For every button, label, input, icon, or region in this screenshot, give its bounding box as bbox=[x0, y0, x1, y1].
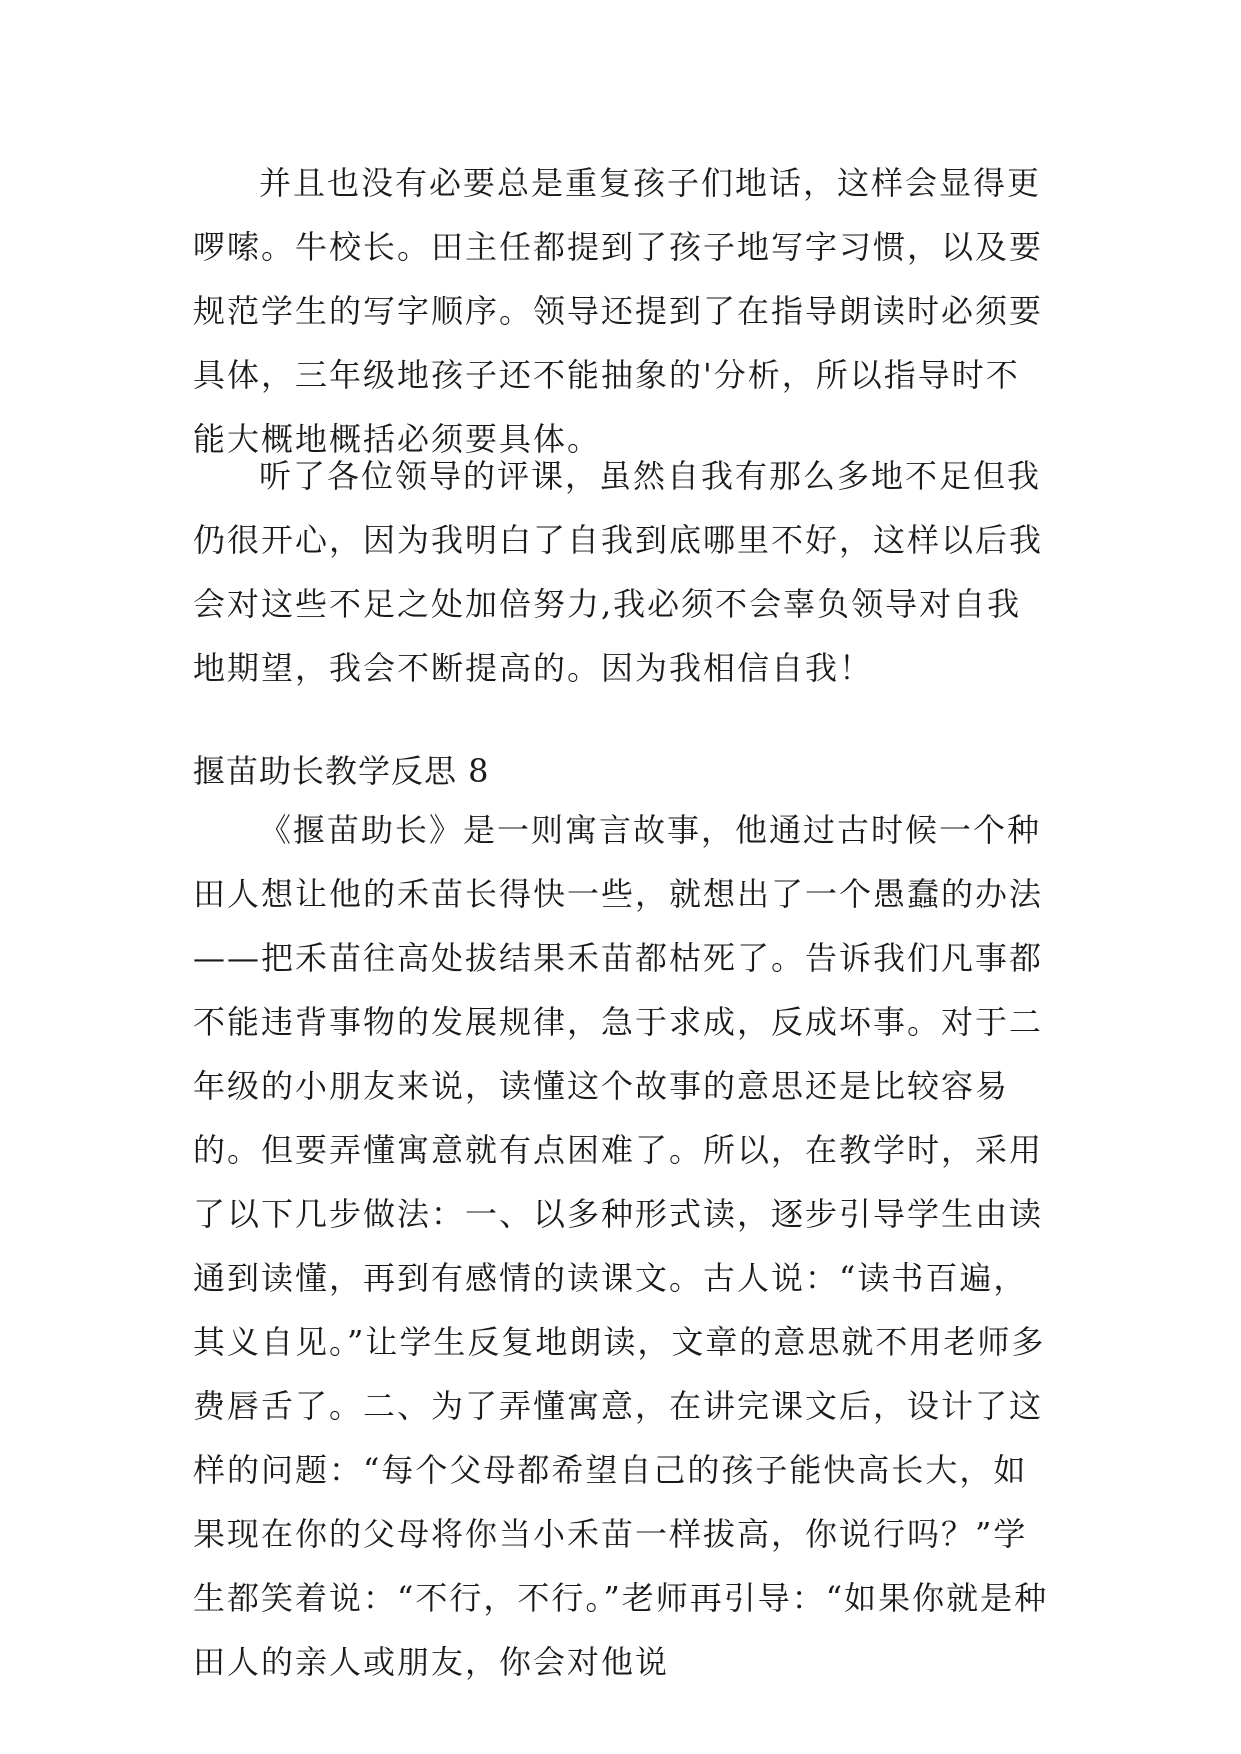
section-title: 揠苗助长教学反思 8 bbox=[193, 752, 490, 790]
paragraph: 《揠苗助长》是一则寓言故事，他通过古时候一个种田人想让他的禾苗长得快一些，就想出了一个愚蠢的办法——把禾苗往高处拔结果禾苗都枯死了。告诉我们凡事都不能违背事物的发展规律，急于求成，反成坏事。对于二年级的小朋友来说，读懂这个故事的意思还是比较容易的。但要弄懂寓意就有点困难了。所以，在教学时，采用了以下几步做法：一、以多种形式读，逐步引导学生由读通到读懂，再到有感情的读课文。古人说：“读书百遍，其义自见。”让学生反复地朗读，文章的意思就不用老师多费唇舌了。二、为了弄懂寓意，在讲完课文后，设计了这样的问题：“每个父母都希望自己的孩子能快高长大，如果现在你的父母将你当小禾苗一样拔高，你说行吗？”学生都笑着说：“不行，不行。”老师再引导：“如果你就是种田人的亲人或朋友，你会对他说 bbox=[193, 811, 1049, 1681]
paragraph-block-3 bbox=[193, 798, 1053, 1694]
paragraph-block-2 bbox=[193, 444, 1053, 700]
paragraph: 并且也没有必要总是重复孩子们地话，这样会显得更啰嗦。牛校长。田主任都提到了孩子地写字习惯，以及要规范学生的写字顺序。领导还提到了在指导朗读时必须要具体，三年级地孩子还不能抽象的'分析，所以指导时不能大概地概括必须要具体。 bbox=[193, 164, 1044, 458]
paragraph-block-1 bbox=[193, 151, 1053, 471]
paragraph: 听了各位领导的评课，虽然自我有那么多地不足但我仍很开心，因为我明白了自我到底哪里不好，这样以后我会对这些不足之处加倍努力,我必须不会辜负领导对自我地期望，我会不断提高的。因为我相信自我！ bbox=[193, 457, 1044, 687]
